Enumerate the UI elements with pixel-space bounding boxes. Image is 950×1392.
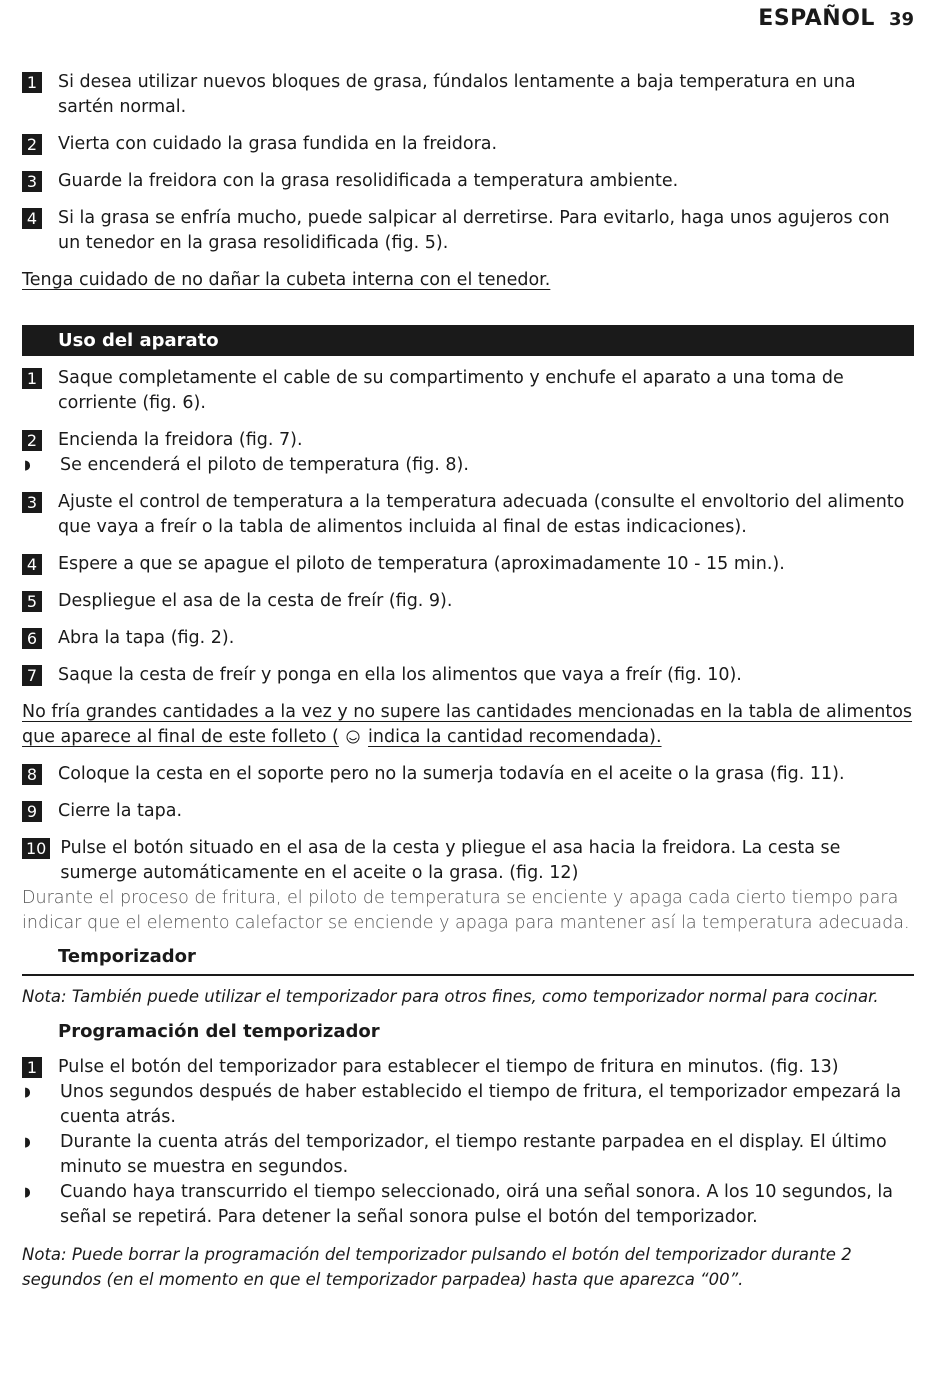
timer-heading: Temporizador (22, 944, 914, 976)
step-number: 2 (22, 430, 42, 451)
step-number: 5 (22, 591, 42, 612)
step-text: Vierta con cuidado la grasa fundida en la freidora. (58, 134, 498, 154)
step-number: 7 (22, 665, 42, 686)
warning-text-b: indica la cantidad recomendada). (368, 727, 662, 747)
timer-bullet-3 (22, 1180, 914, 1230)
quantity-warning (22, 700, 914, 750)
use-step-9 (22, 799, 914, 824)
use-step-4 (22, 552, 914, 577)
timer-note: Nota: También puede utilizar el temporizador para otros fines, como temporizador normal para cocinar. (22, 987, 879, 1006)
step-number: 8 (22, 764, 42, 785)
warning-text-a: No fría grandes cantidades a la vez y no supere las cantidades mencionadas en la tabla de alimentos que aparece al final de este folleto ( (22, 702, 913, 747)
step-number: 3 (22, 492, 42, 513)
step-number: 4 (22, 208, 42, 229)
step-text: Saque completamente el cable de su compartimento y enchufe el aparato a una toma de corriente (fig. 6). (58, 368, 844, 413)
use-step-10 (22, 836, 914, 886)
step-text: Coloque la cesta en el soporte pero no la sumerja todavía en el aceite o la grasa (fig. 11). (58, 764, 845, 784)
bullet-text: Unos segundos después de haber establecido el tiempo de fritura, el temporizador empezará la cuenta atrás. (60, 1082, 902, 1127)
use-step-6 (22, 626, 914, 651)
timer-bullet-1 (22, 1080, 914, 1130)
step-text: Espere a que se apague el piloto de temperatura (aproximadamente 10 - 15 min.). (58, 554, 785, 574)
use-step-7 (22, 663, 914, 688)
step-number: 1 (22, 72, 42, 93)
use-step-8 (22, 762, 914, 787)
step-text: Abra la tapa (fig. 2). (58, 628, 235, 648)
bullet-text: Durante la cuenta atrás del temporizador, el tiempo restante parpadea en el display. El último minuto se muestra en segundos. (60, 1132, 887, 1177)
intro-step-1 (22, 70, 914, 120)
use-step-2 (22, 428, 914, 453)
bullet-text: Se encenderá el piloto de temperatura (fig. 8). (60, 455, 469, 475)
step-text: Pulse el botón situado en el asa de la cesta y pliegue el asa hacia la freidora. La cesta se sumerge automáticamente en el aceite o la grasa. (fig. 12) (60, 838, 841, 883)
intro-step-4 (22, 206, 914, 256)
smiley-icon (344, 727, 362, 747)
page-content (22, 70, 914, 1302)
use-step-5 (22, 589, 914, 614)
use-step-2-bullet (22, 453, 914, 478)
step-text: Guarde la freidora con la grasa resolidificada a temperatura ambiente. (58, 171, 679, 191)
timer-final-note: Nota: Puede borrar la programación del temporizador pulsando el botón del temporizador durante 2 segundos (en el momento en que el temporizador parpadea) hasta que aparezca “00”. (22, 1245, 852, 1289)
step-text: Encienda la freidora (fig. 7). (58, 430, 303, 450)
use-step-1 (22, 366, 914, 416)
step-number: 1 (22, 1057, 42, 1078)
step-number: 3 (22, 171, 42, 192)
section-title-bar: Uso del aparato (22, 325, 914, 356)
warning-text: Tenga cuidado de no dañar la cubeta interna con el tenedor. (22, 270, 551, 290)
step-number: 2 (22, 134, 42, 155)
step-number: 9 (22, 801, 42, 822)
step-text: Cierre la tapa. (58, 801, 183, 821)
intro-warning (22, 268, 914, 293)
intro-step-2 (22, 132, 914, 157)
step-text: Despliegue el asa de la cesta de freír (fig. 9). (58, 591, 453, 611)
bullet-text: Cuando haya transcurrido el tiempo seleccionado, oirá una señal sonora. A los 10 segundos, la señal se repetirá. Para detener la señal sonora pulse el botón del temporizador. (60, 1182, 893, 1227)
intro-step-3 (22, 169, 914, 194)
step-text: Saque la cesta de freír y ponga en ella los alimentos que vaya a freír (fig. 10). (58, 665, 742, 685)
step-number: 1 (22, 368, 42, 389)
bullet-icon: ◗ (24, 1185, 31, 1200)
step-text: Pulse el botón del temporizador para establecer el tiempo de fritura en minutos. (fig. 13) (58, 1057, 839, 1077)
info-text: Durante el proceso de fritura, el piloto de temperatura se enciente y apaga cada cierto tiempo para indicar que el elemento calefactor se enciende y apaga para mantener así la temperatura adecuada. (22, 888, 910, 933)
step-text: Si desea utilizar nuevos bloques de grasa, fúndalos lentamente a baja temperatura en una sartén normal. (58, 72, 856, 117)
language-label: ESPAÑOL (758, 6, 875, 31)
timer-bullet-2 (22, 1130, 914, 1180)
timer-programming-heading: Programación del temporizador (58, 1021, 380, 1042)
timer-step-1 (22, 1055, 914, 1080)
bullet-icon: ◗ (24, 1085, 31, 1100)
step-number: 4 (22, 554, 42, 575)
page-number: 39 (888, 9, 914, 30)
step-number: 10 (22, 838, 50, 859)
step-text: Si la grasa se enfría mucho, puede salpicar al derretirse. Para evitarlo, haga unos agujeros con un tenedor en la grasa resolidificada (fig. 5). (58, 208, 890, 253)
page-header (758, 6, 914, 31)
step-number: 6 (22, 628, 42, 649)
use-step-3 (22, 490, 914, 540)
bullet-icon: ◗ (24, 1135, 31, 1150)
bullet-icon: ◗ (24, 458, 31, 473)
step-text: Ajuste el control de temperatura a la temperatura adecuada (consulte el envoltorio del alimento que vaya a freír o la tabla de alimentos incluida al final de estas indicaciones). (58, 492, 905, 537)
